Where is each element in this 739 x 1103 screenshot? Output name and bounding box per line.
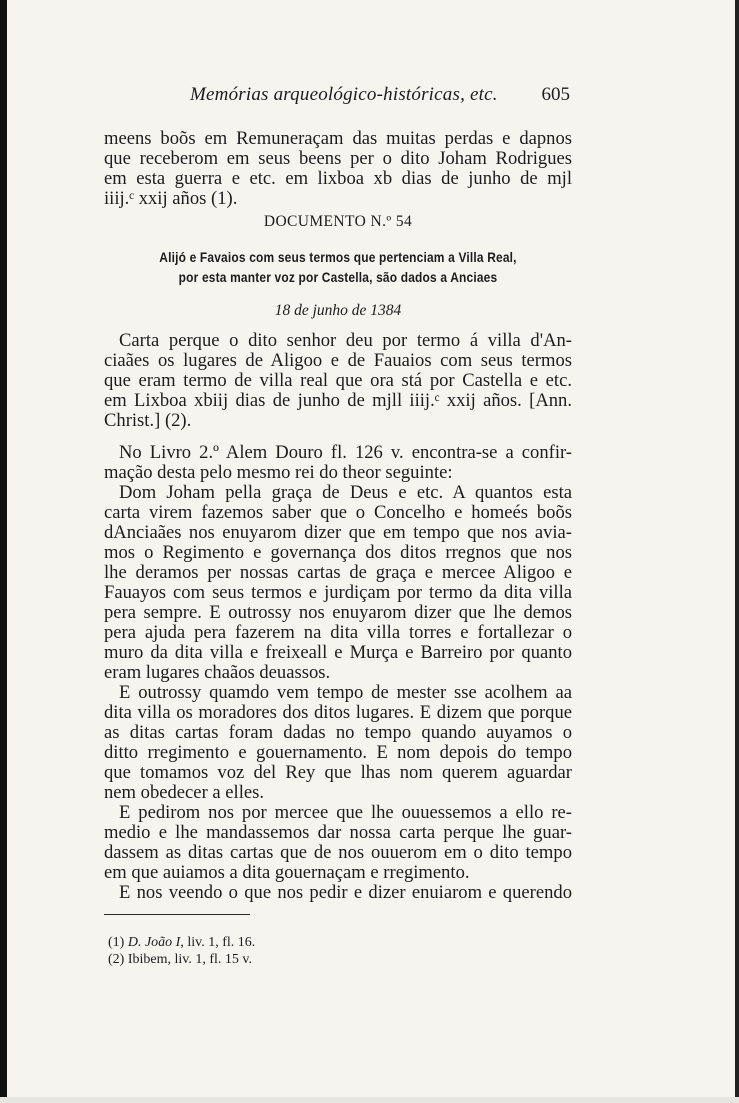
document-date: 18 de junho de 1384 (274, 302, 402, 319)
footnote-mark: (2) (108, 952, 125, 967)
text-line: eram lugares chaãos deuassos. (104, 662, 331, 683)
scan-border-bottom (0, 1097, 739, 1103)
text-line: dassem as ditas cartas que de nos ouuerom em o dito tempo (104, 842, 572, 863)
footnote-source: Ibibem (127, 952, 168, 967)
text-line: mos o Regimento e governança dos ditos rregnos que nos (104, 542, 572, 563)
text-line: E pedirom nos por mercee que lhe ouuessemos a ello re- (119, 802, 572, 823)
running-head (104, 84, 570, 112)
document-heading-line: Alijó e Favaios com seus termos que pertenciam a Villa Real, (159, 250, 517, 265)
footnote-ref: , liv. 1, fl. 15 v. (167, 952, 252, 967)
footnote (108, 952, 252, 968)
document-title: DOCUMENTO N.º 54 (263, 213, 413, 230)
text-line: dita villa os moradores dos ditos lugares. E dizem que porque (104, 702, 572, 723)
text-line: dAnciaães nos enuyarom dizer que em tempo que nos avia- (104, 522, 572, 543)
scan-border-left (0, 0, 7, 1103)
text-line: E outrossy quamdo vem tempo de mester sse acolhem aa (119, 682, 572, 703)
text-line: E nos veendo o que nos pedir e dizer enuiarom e querendo (119, 882, 572, 903)
text-line: nem obedecer a elles. (104, 782, 265, 803)
text-line: ditto rregimento e gouernamento. E nom depois do tempo (104, 742, 572, 763)
text-line: muro da dita villa e freixeall e Murça e Barreiro por quanto (104, 642, 572, 663)
footnote-source: D. João I (127, 935, 181, 950)
text-line: pera ajuda pera fazerem na dita villa torres e fortallezar o (104, 622, 572, 643)
text-line: em Lixboa xbiij dias de junho de mjll iiij.ᶜ xxij años. [Ann. (104, 390, 572, 411)
text-line: que receberom em seus beens per o dito Joham Rodrigues (104, 148, 572, 169)
text-line: No Livro 2.º Alem Douro fl. 126 v. encontra-se a confir- (119, 442, 572, 463)
footnote-rule (104, 914, 250, 915)
text-line: Fauayos com seus termos e jurdiçam por termo da dita villa (104, 582, 572, 603)
text-line: ciaães os lugares de Aligoo e de Fauaios com seus termos (104, 350, 572, 371)
footnote (108, 935, 255, 951)
text-line: mação desta pelo mesmo rei do theor seguinte: (104, 462, 453, 483)
running-head-title: Memórias arqueológico-históricas, etc. (190, 84, 498, 105)
text-line: que tomamos voz del Rey que lhas nom querem aguardar (104, 762, 572, 783)
text-line: em esta guerra e etc. em lixboa xb dias de junho de mjl (104, 168, 572, 189)
text-line: Carta perque o dito senhor deu por termo á villa d'An- (119, 330, 572, 351)
scan-border-right (735, 0, 739, 1103)
page-number: 605 (541, 84, 570, 105)
document-heading-line: por esta manter voz por Castella, são dados a Anciaes (178, 270, 498, 285)
text-line: Christ.] (2). (104, 410, 192, 431)
text-line: pera sempre. E outrossy nos enuyarom dizer que lhe demos (104, 602, 572, 623)
text-line: meens boõs em Remuneraçam das muitas perdas e dapnos (104, 128, 572, 149)
text-line: que eram termo de villa real que ora stá por Castella e etc. (104, 370, 572, 391)
text-line: em que auiamos a dita gouernaçam e rregimento. (104, 862, 470, 883)
text-line: lhe deramos per nossas cartas de graça e mercee Aligoo e (104, 562, 572, 583)
text-line: iiij.ᶜ xxij años (1). (104, 188, 238, 209)
footnote-ref: , liv. 1, fl. 16. (180, 935, 256, 950)
text-line: medio e lhe mandassemos dar nossa carta perque lhe guar- (104, 822, 572, 843)
text-line: as ditas cartas foram dadas no tempo quando auyamos o (104, 722, 572, 743)
text-line: carta virem fazemos saber que o Concelho e homeés boõs (104, 502, 572, 523)
text-line: Dom Joham pella graça de Deus e etc. A quantos esta (119, 482, 572, 503)
footnote-mark: (1) (108, 935, 125, 950)
